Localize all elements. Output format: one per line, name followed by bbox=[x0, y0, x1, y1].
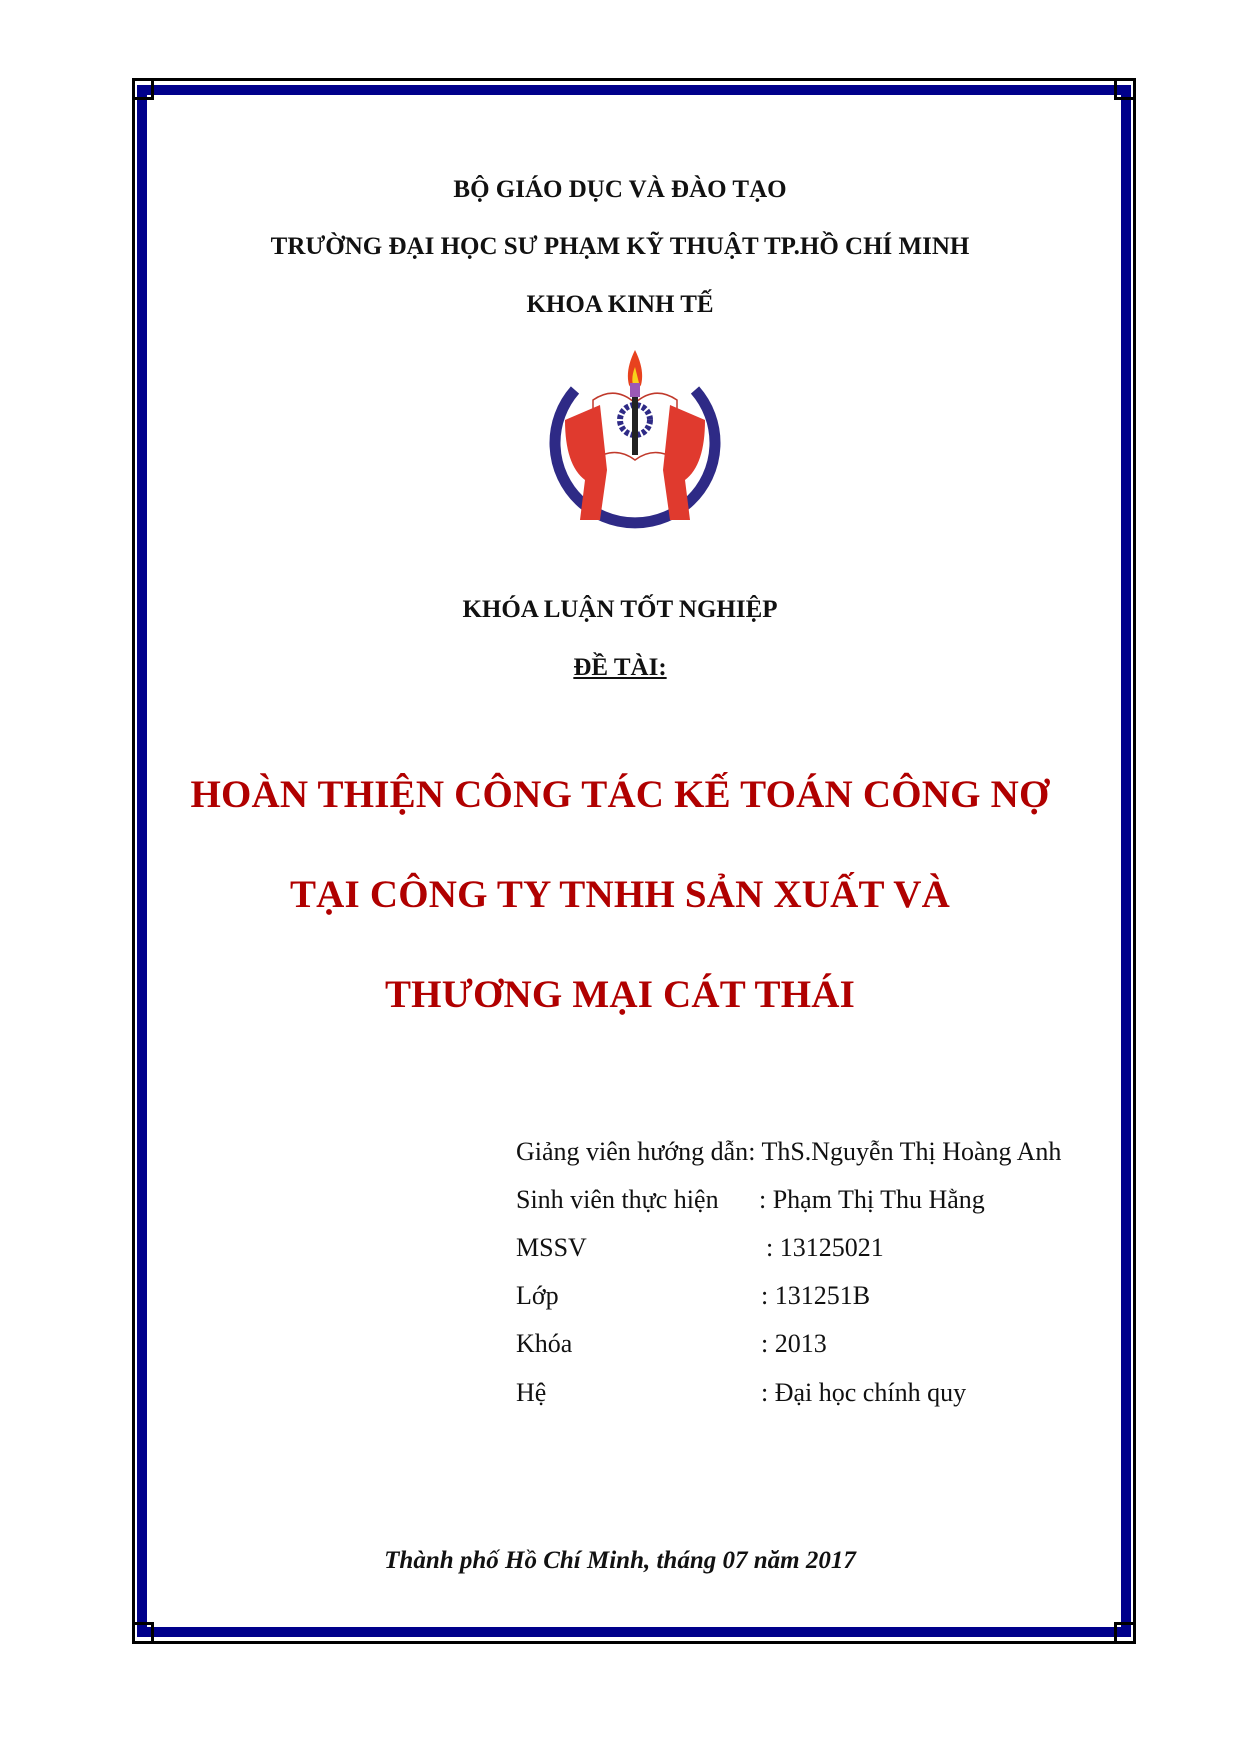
place-and-date: Thành phố Hồ Chí Minh, tháng 07 năm 2017 bbox=[384, 1547, 856, 1574]
thesis-title-line-3: THƯƠNG MẠI CÁT THÁI bbox=[384, 973, 856, 1016]
corner-ornament bbox=[1114, 78, 1136, 100]
info-label: Khóa bbox=[516, 1329, 573, 1358]
info-value: : 131251B bbox=[761, 1281, 871, 1310]
info-row-supervisor bbox=[516, 1137, 1061, 1167]
info-row-program bbox=[516, 1378, 967, 1408]
faculty-name: KHOA KINH TẾ bbox=[526, 291, 714, 318]
info-value: : 2013 bbox=[761, 1329, 827, 1358]
info-row-cohort bbox=[516, 1329, 827, 1359]
info-value: : 13125021 bbox=[766, 1233, 884, 1262]
document-type: KHÓA LUẬN TỐT NGHIỆP bbox=[462, 596, 778, 623]
corner-ornament bbox=[1114, 1622, 1136, 1644]
corner-ornament bbox=[132, 1622, 154, 1644]
info-value: : Phạm Thị Thu Hằng bbox=[759, 1185, 985, 1214]
info-label: Sinh viên thực hiện bbox=[516, 1185, 719, 1214]
university-logo-icon bbox=[545, 345, 725, 535]
thesis-title-line-2: TẠI CÔNG TY TNHH SẢN XUẤT VÀ bbox=[289, 873, 951, 916]
ministry-name: BỘ GIÁO DỤC VÀ ĐÀO TẠO bbox=[453, 176, 787, 203]
info-row-student-id bbox=[516, 1233, 884, 1263]
info-value: : Đại học chính quy bbox=[761, 1378, 967, 1407]
info-value: : ThS.Nguyễn Thị Hoàng Anh bbox=[748, 1137, 1062, 1166]
info-label: Lớp bbox=[516, 1281, 559, 1310]
info-label: Hệ bbox=[516, 1378, 547, 1407]
thesis-title-line-1: HOÀN THIỆN CÔNG TÁC KẾ TOÁN CÔNG NỢ bbox=[190, 773, 1050, 816]
university-name: TRƯỜNG ĐẠI HỌC SƯ PHẠM KỸ THUẬT TP.HỒ CHÍ MINH bbox=[270, 233, 970, 260]
info-row-class bbox=[516, 1281, 871, 1311]
corner-ornament bbox=[132, 78, 154, 100]
info-label: Giảng viên hướng dẫn bbox=[516, 1137, 749, 1166]
topic-label: ĐỀ TÀI: bbox=[573, 654, 667, 681]
info-label: MSSV bbox=[516, 1233, 587, 1262]
topic-label-row bbox=[0, 654, 1240, 682]
info-row-student bbox=[516, 1185, 985, 1215]
